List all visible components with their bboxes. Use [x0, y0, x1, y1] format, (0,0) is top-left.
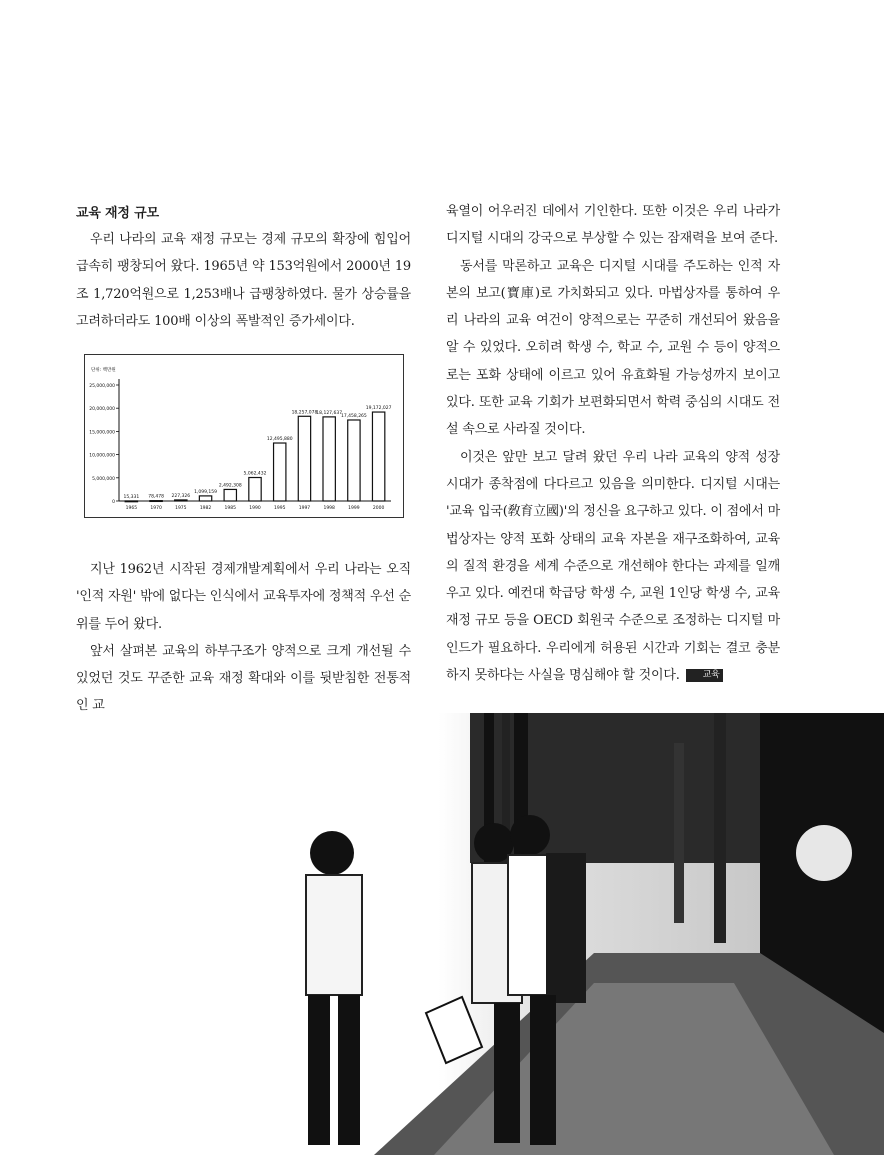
end-mark: 교육 [686, 669, 723, 682]
paragraph: 육열이 어우러진 데에서 기인한다. 또한 이것은 우리 나라가 디지털 시대의 강국으로 부상할 수 있는 잠재력을 보여 준다. [446, 204, 780, 247]
chart-bar [125, 501, 137, 502]
x-tick-label: 1999 [348, 506, 360, 511]
x-tick-label: 1998 [323, 506, 335, 511]
bar-value-label: 18,127,637 [316, 410, 343, 416]
bar-chart-svg [85, 355, 403, 517]
left-column-bottom [76, 556, 411, 720]
x-tick-label: 1982 [199, 506, 212, 511]
bar-value-label: 17,458,265 [341, 413, 367, 419]
section-heading: 교육 재정 규모 [76, 206, 159, 221]
chart-bar [372, 412, 384, 501]
x-tick-label: 1970 [150, 506, 162, 511]
chart-bar [249, 478, 261, 501]
y-tick-label: 10,000,000 [89, 453, 115, 459]
right-column [446, 198, 780, 689]
chart-bar [150, 501, 162, 502]
chart-bar [323, 417, 335, 501]
bar-value-label: 1,099,159 [194, 489, 217, 495]
left-column-top [76, 202, 411, 335]
y-tick-label: 20,000,000 [89, 407, 115, 413]
y-tick-label: 15,000,000 [89, 430, 115, 436]
paragraph: 앞서 살펴본 교육의 하부구조가 양적으로 크게 개선될 수 있었던 것도 꾸준한 교육 재정 확대와 이를 뒷받침한 전통적인 교 [76, 643, 411, 714]
education-budget-chart [84, 354, 404, 518]
chart-bar [199, 496, 211, 501]
paragraph: 지난 1962년 시작된 경제개발계획에서 우리 나라는 오직 '인적 자원' 밖에 없다는 인식에서 교육투자에 정책적 우선 순위를 두어 왔다. [76, 562, 411, 632]
chart-bar [348, 420, 360, 501]
y-tick-label: 0 [112, 500, 115, 505]
x-tick-label: 1975 [175, 506, 187, 511]
y-tick-label: 5,000,000 [92, 476, 115, 482]
paragraph-text: 이것은 앞만 보고 달려 왔던 우리 나라 교육의 양적 성장 시대가 종착점에 다다르고 있음을 의미한다. 디지털 시대는 '교육 입국(敎育立國)'의 정신을 요구하고 있다. 이 점에서 마법상자는 양적 포화 상태의 교육 자본을 재구조화하여, 교육의 질적 환경을 세계 수준으로 개선해야 한다는 과제를 일깨우고 있다. 예컨대 학급당 학생 수, 교원 1인당 학생 수, 교육 재정 규모 등을 OECD 회원국 수준으로 조정하는 디지털 마인드가 필요하다. 우리에게 허용된 시간과 기회는 결코 충분하지 못하다는 사실을 명심해야 할 것이다. [446, 449, 780, 684]
bar-value-label: 18,257,078 [291, 410, 318, 416]
chart-bar [298, 416, 310, 501]
students-walking-photo [74, 713, 884, 1155]
paragraph: 동서를 막론하고 교육은 디지털 시대를 주도하는 인적 자본의 보고(寶庫)로 가치화되고 있다. 마법상자를 통하여 우리 나라의 교육 여건이 양적으로는 꾸준히 개선되어 왔음을 알 수 있었다. 오히려 학생 수, 학교 수, 교원 수 등이 양적으로는 포화 상태에 이르고 있어 유효화될 가능성까지 보이고 있다. 또한 교육 기회가 보편화되면서 학력 중심의 시대도 전설 속으로 사라질 것이다. [446, 258, 780, 438]
x-tick-label: 1997 [298, 506, 311, 511]
paragraph: 우리 나라의 교육 재정 규모는 경제 규모의 확장에 힘입어 급속히 팽창되어 왔다. 1965년 약 153억원에서 2000년 19조 1,720억원으로 1,253배나 급팽창하였다. 물가 상승률을 고려하더라도 100배 이상의 폭발적인 증가세이다. [76, 232, 411, 329]
bar-value-label: 227,326 [171, 493, 191, 499]
y-tick-label: 25,000,000 [89, 384, 115, 389]
x-tick-label: 1985 [224, 506, 236, 511]
bar-value-label: 15,331 [123, 494, 140, 500]
x-tick-label: 1995 [274, 506, 286, 511]
bar-value-label: 2,492,308 [218, 483, 242, 489]
x-tick-label: 1965 [125, 506, 138, 511]
bar-value-label: 19,172,027 [365, 406, 392, 412]
chart-unit-label: 단위: 백만원 [91, 368, 116, 373]
x-tick-label: 1990 [249, 506, 261, 511]
chart-bar [175, 500, 187, 501]
bar-value-label: 78,478 [148, 494, 164, 500]
x-tick-label: 2000 [372, 506, 385, 511]
bar-value-label: 5,062,432 [243, 471, 267, 477]
bar-value-label: 12,495,880 [266, 437, 293, 443]
chart-bar [274, 443, 286, 501]
chart-bar [224, 489, 236, 501]
paragraph-with-end-mark [446, 444, 780, 690]
